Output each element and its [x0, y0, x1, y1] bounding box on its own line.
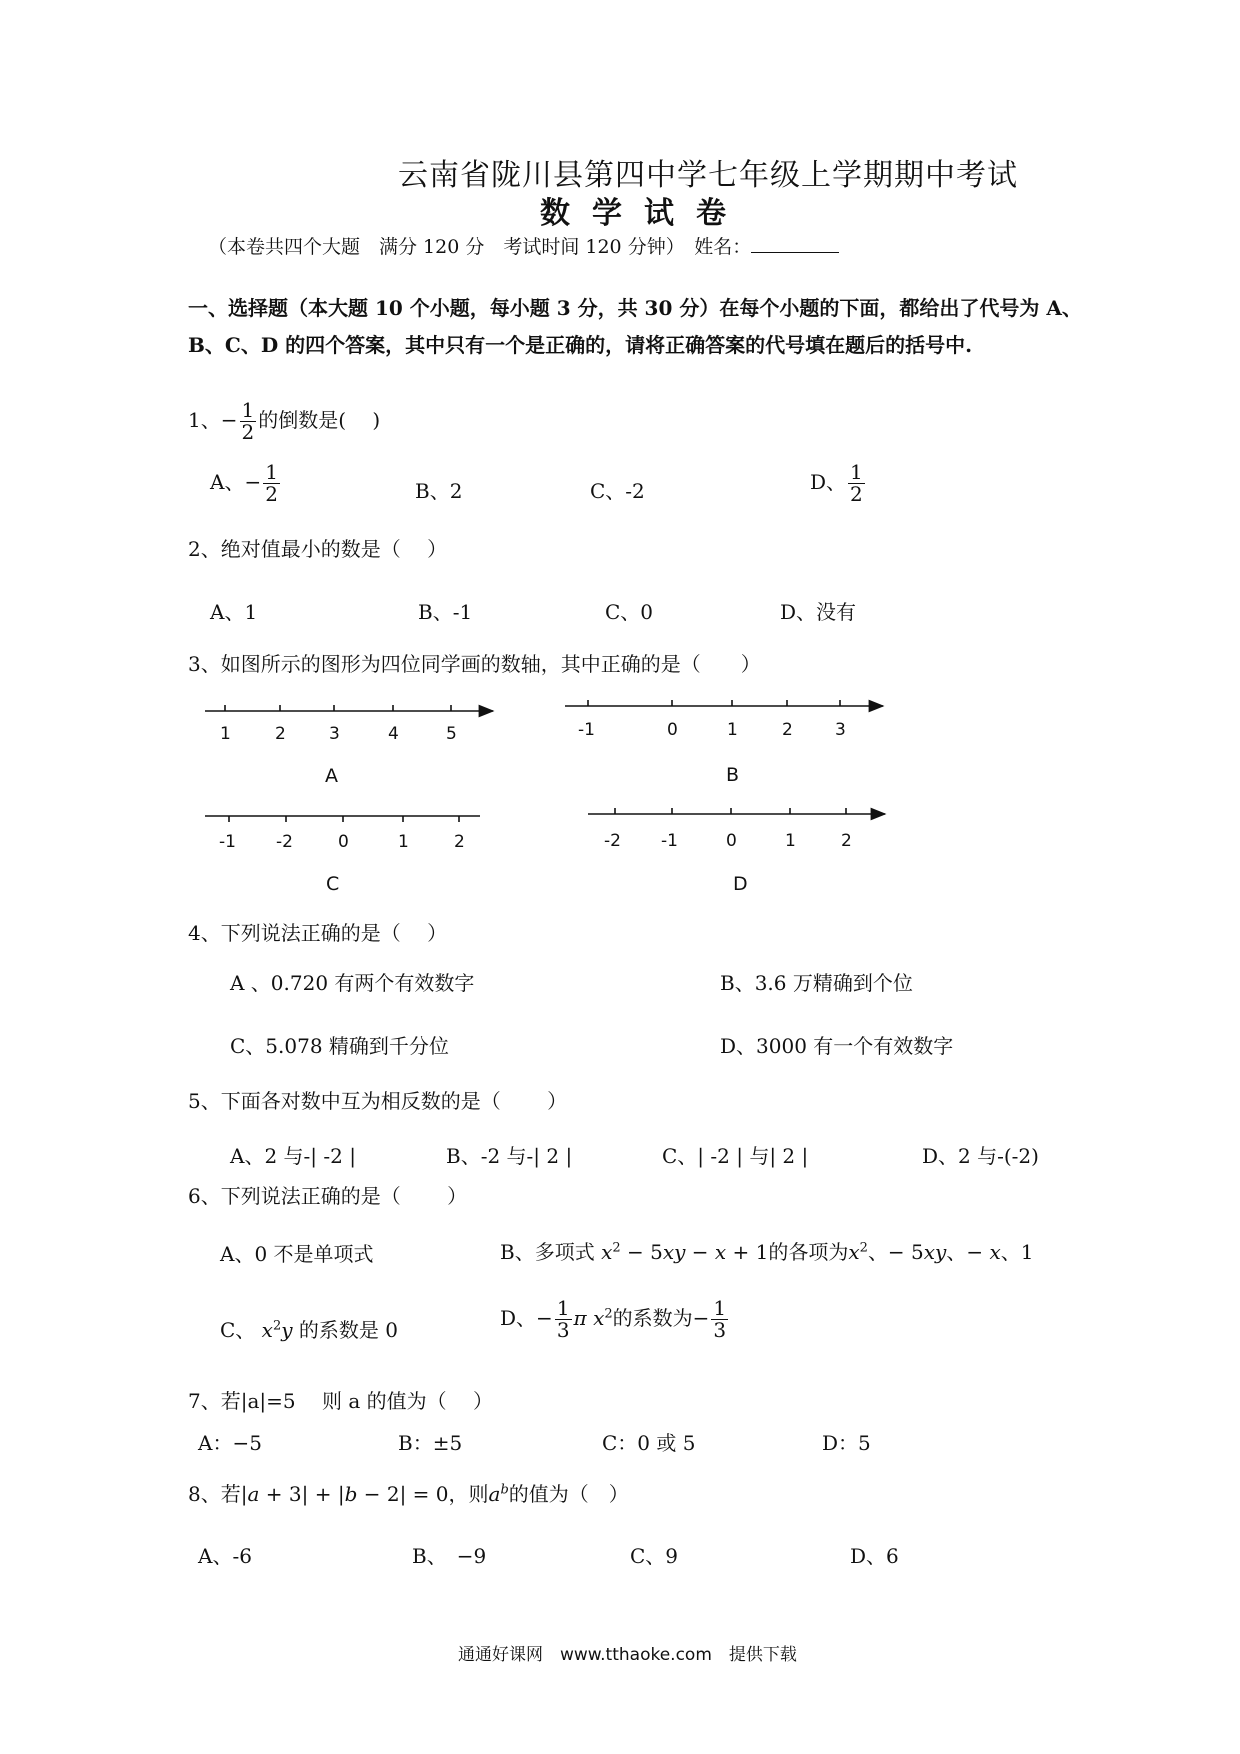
axis-a-letter: A: [325, 765, 338, 787]
question-6: 6、下列说法正确的是（ ）: [188, 1184, 468, 1208]
q8-option-b: B、 −9: [412, 1544, 487, 1568]
fraction-denominator: 2: [265, 482, 278, 506]
axis-d-tick: -2: [604, 831, 621, 851]
axis-a-tick: 5: [446, 724, 457, 744]
q6-option-b-mid: 的各项为: [768, 1240, 849, 1264]
question-8-prefix: 8、若: [188, 1482, 241, 1506]
q6-option-d-prefix: D、: [500, 1306, 537, 1330]
q6-option-c: [220, 1314, 398, 1343]
q6-option-b: [500, 1236, 1034, 1265]
exam-info-text: （本卷共四个大题 满分 120 分 考试时间 120 分钟） 姓名：: [208, 236, 752, 258]
axis-c-tick: -2: [276, 832, 293, 852]
fraction-numerator: 1: [265, 460, 278, 484]
q8-option-a: A、-6: [198, 1544, 252, 1568]
fraction-numerator: 1: [556, 1296, 570, 1320]
exam-title: 云南省陇川县第四中学七年级上学期期中考试: [398, 158, 1018, 193]
axis-a-tick: 3: [329, 724, 340, 744]
q1-option-d-label: D、: [810, 470, 847, 494]
q6-option-d-sign: −: [536, 1306, 553, 1330]
q8-option-d: D、6: [850, 1544, 899, 1568]
fraction-denominator: 2: [241, 420, 255, 444]
fraction-numerator: 1: [850, 460, 863, 484]
fraction-denominator: 3: [556, 1318, 570, 1342]
question-7: 7、若|a|=5 则 a 的值为（ ）: [188, 1389, 493, 1413]
question-5: 5、下面各对数中互为相反数的是（ ）: [188, 1089, 568, 1113]
axis-c-letter: C: [326, 873, 340, 895]
fraction-denominator: 2: [850, 482, 863, 506]
axis-d-tick: -1: [661, 831, 678, 851]
q6-option-b-terms: $x^2$、− 5xy、− x、1: [848, 1240, 1034, 1264]
axis-d-letter: D: [733, 873, 748, 895]
axis-b-tick: 1: [727, 720, 738, 740]
q5-option-d: D、2 与-(-2): [922, 1144, 1039, 1168]
q2-option-d: D、没有: [780, 600, 857, 624]
q6-option-c-monomial: $x^2y$: [261, 1318, 293, 1342]
axis-c-tick: -1: [219, 832, 236, 852]
axis-d-tick: 0: [726, 831, 737, 851]
fraction-denominator: 3: [713, 1318, 727, 1342]
q2-option-c: C、0: [605, 600, 654, 624]
q5-option-c: C、| -2 | 与| 2 |: [662, 1144, 809, 1168]
q6-option-b-prefix: B、多项式: [500, 1240, 595, 1264]
q4-option-a: A 、0.720 有两个有效数字: [230, 971, 475, 995]
axis-c-tick: 2: [454, 832, 465, 852]
q8-option-c: C、9: [630, 1544, 679, 1568]
question-8-power: $a^b$: [488, 1482, 509, 1506]
axis-d-tick: 2: [841, 831, 852, 851]
q2-option-a: A、1: [210, 600, 258, 624]
exam-subtitle: 数学试卷: [540, 196, 748, 231]
q7-option-d: D：5: [822, 1431, 871, 1455]
axis-b-tick: -1: [578, 720, 595, 740]
q7-option-c: C：0 或 5: [602, 1431, 696, 1455]
question-4: 4、下列说法正确的是（ ）: [188, 921, 448, 945]
question-3: 3、如图所示的图形为四位同学画的数轴，其中正确的是（ ）: [188, 652, 761, 676]
q6-option-c-suffix: 的系数是 0: [298, 1318, 398, 1342]
question-8-mid: ，则: [448, 1482, 489, 1506]
q6-option-a: A、0 不是单项式: [220, 1242, 374, 1266]
question-1-stem: 的倒数是( ): [258, 408, 381, 432]
axis-a-tick: 4: [388, 724, 399, 744]
q6-option-c-prefix: C、: [220, 1318, 256, 1342]
axis-c-tick: 1: [398, 832, 409, 852]
q4-option-b: B、3.6 万精确到个位: [720, 971, 913, 995]
number-line-b: [565, 700, 883, 706]
q1-option-c: C、-2: [590, 479, 645, 503]
q6-option-d: [500, 1298, 730, 1341]
q4-option-d: D、3000 有一个有效数字: [720, 1034, 954, 1058]
axis-b-tick: 3: [835, 720, 846, 740]
axis-b-letter: B: [726, 764, 740, 786]
page-footer: 通通好课网 www.tthaoke.com 提供下载: [458, 1645, 797, 1665]
q5-option-a: A、2 与-| -2 |: [230, 1144, 356, 1168]
axis-a-tick: 2: [275, 724, 286, 744]
axis-b-tick: 2: [782, 720, 793, 740]
q5-option-b: B、-2 与-| 2 |: [446, 1144, 573, 1168]
axis-a-tick: 1: [220, 724, 231, 744]
number-line-a: [205, 705, 493, 711]
fraction-numerator: 1: [713, 1296, 727, 1320]
question-1-sign: −: [220, 408, 238, 432]
question-2: 2、绝对值最小的数是（ ）: [188, 537, 448, 561]
q6-option-b-polynomial: $x^2 - 5xy - x + 1$: [601, 1240, 769, 1264]
fraction-numerator: 1: [241, 398, 255, 422]
q6-option-d-fraction: [555, 1298, 572, 1341]
question-1-number: 1、: [188, 408, 221, 432]
q4-option-c: C、5.078 精确到千分位: [230, 1034, 449, 1058]
q1-option-a-label: A、−: [210, 470, 262, 494]
q7-option-a: A：−5: [198, 1431, 262, 1455]
axis-c-tick: 0: [338, 832, 349, 852]
q6-option-d-monomial: π $x^2$: [573, 1306, 613, 1330]
question-8-suffix: 的值为（ ）: [508, 1482, 629, 1506]
q6-option-d-fraction-2: [711, 1298, 728, 1341]
question-8-equation: |a + 3| + |b − 2| = 0: [240, 1482, 449, 1506]
q1-option-b: B、2: [415, 479, 463, 503]
q7-option-b: B：±5: [398, 1431, 463, 1455]
axis-d-tick: 1: [785, 831, 796, 851]
axis-b-tick: 0: [667, 720, 678, 740]
question-8: [188, 1478, 629, 1507]
section-1-heading: 一、选择题（本大题 10 个小题，每小题 3 分，共 30 分）在每个小题的下面，都给出了代号为 A、B、C、D 的四个答案，其中只有一个是正确的，请将正确答案的代号填在题后的括号中.: [188, 296, 1082, 357]
q6-option-d-mid: 的系数为−: [612, 1306, 710, 1330]
number-line-c: [205, 816, 480, 822]
number-line-d: [588, 808, 885, 814]
q2-option-b: B、-1: [418, 600, 473, 624]
